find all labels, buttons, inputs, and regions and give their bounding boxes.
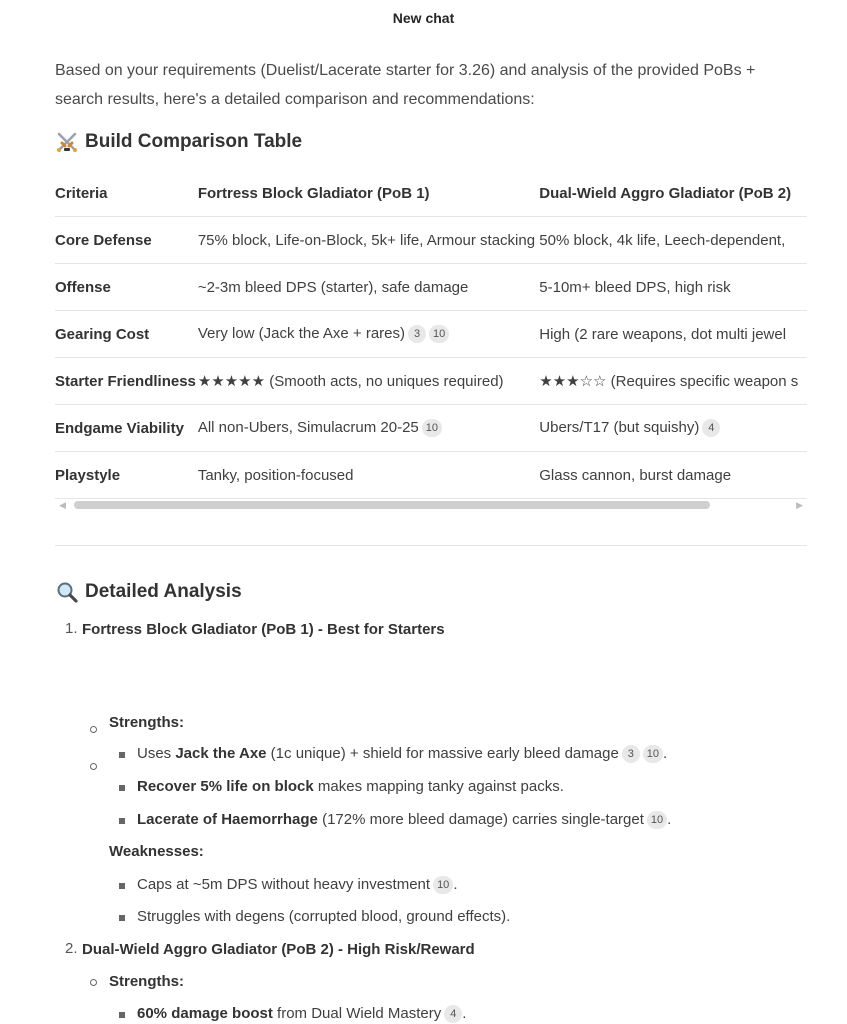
comparison-table [55,170,807,499]
table-cell: High (2 rare weapons, dot multi jewel [539,311,807,358]
table-cell: Very low (Jack the Axe + rares) 3 10 [198,311,539,358]
table-cell: ~2-3m bleed DPS (starter), safe damage [198,264,539,311]
list-item: Dual-Wield Aggro Gladiator (PoB 2) - High Risk/Reward [82,941,475,958]
list-item: 60% damage boost from Dual Wield Mastery 4 . [137,1005,467,1022]
table-cell: 50% block, 4k life, Leech-dependent, [539,217,807,264]
list-item: Recover 5% life on block makes mapping tanky against packs. [137,778,564,795]
criteria-cell: Playstyle [55,452,198,499]
list-number: 1. [65,620,78,637]
crossed-swords-icon [55,130,79,154]
table-cell: Tanky, position-focused [198,452,539,499]
list-item: Struggles with degens (corrupted blood, ground effects). [137,908,511,925]
table-cell: 5-10m+ bleed DPS, high risk [539,264,807,311]
comparison-table-scroll[interactable] [55,170,807,516]
bullet-circle [90,763,97,770]
scroll-right-icon[interactable]: ▶ [796,500,803,510]
criteria-cell: Starter Friendliness [55,358,198,405]
table-cell: ★★★☆☆ (Requires specific weapon s [539,358,807,405]
bullet-square [119,1012,125,1018]
citation-badge[interactable]: 3 [622,745,640,763]
list-item: Caps at ~5m DPS without heavy investment 10 . [137,876,458,893]
citation-badge[interactable]: 4 [444,1005,462,1023]
bullet-circle [90,726,97,733]
criteria-cell: Endgame Viability [55,405,198,452]
table-cell: Ubers/T17 (but squishy) 4 [539,405,807,452]
table-row [55,405,807,452]
citation-badge[interactable]: 10 [643,745,663,763]
table-row [55,217,807,264]
list-item: Weaknesses: [109,843,204,860]
table-cell: Glass cannon, burst damage [539,452,807,499]
top-bar [0,0,847,36]
magnifier-icon [55,580,79,604]
bullet-square [119,752,125,758]
table-cell: All non-Ubers, Simulacrum 20-25 10 [198,405,539,452]
section-title: Build Comparison Table [85,131,303,152]
horizontal-scrollbar[interactable] [55,498,807,512]
list-item: Uses Jack the Axe (1c unique) + shield for massive early bleed damage 3 10 . [137,745,668,762]
citation-badge[interactable]: 10 [429,325,449,343]
list-item: Fortress Block Gladiator (PoB 1) - Best for Starters [82,621,445,638]
criteria-cell: Core Defense [55,217,198,264]
chat-title: New chat [392,10,455,26]
table-row [55,452,807,499]
column-header: Criteria [55,170,198,217]
chat-message [55,56,807,1022]
bullet-square [119,785,125,791]
criteria-cell: Gearing Cost [55,311,198,358]
table-row [55,264,807,311]
scroll-left-icon[interactable]: ◀ [59,500,66,510]
citation-badge[interactable]: 10 [647,811,667,829]
intro-paragraph: Based on your requirements (Duelist/Lacerate starter for 3.26) and analysis of the provided PoBs + search results, here's a detailed comparison and recommendations: [55,62,756,108]
list-item: Lacerate of Haemorrhage (172% more bleed damage) carries single-target 10 . [137,811,672,828]
table-row [55,358,807,405]
bullet-square [119,818,125,824]
divider [55,545,807,546]
column-header: Dual-Wield Aggro Gladiator (PoB 2) [539,170,807,217]
table-cell: ★★★★★ (Smooth acts, no uniques required) [198,358,539,405]
table-header-row [55,170,807,217]
table-cell: 75% block, Life-on-Block, 5k+ life, Armour stacking [198,217,539,264]
citation-badge[interactable]: 10 [433,876,453,894]
column-header: Fortress Block Gladiator (PoB 1) [198,170,539,217]
list-item: Strengths: [109,714,184,731]
section-heading-analysis [55,580,242,604]
section-heading-comparison [55,130,302,154]
section-title: Detailed Analysis [85,581,242,602]
bullet-square [119,915,125,921]
citation-badge[interactable]: 4 [702,419,720,437]
scrollbar-thumb[interactable] [74,501,710,509]
citation-badge[interactable]: 3 [408,325,426,343]
list-number: 2. [65,940,78,957]
list-item: Strengths: [109,973,184,990]
bullet-circle [90,979,97,986]
table-row [55,311,807,358]
criteria-cell: Offense [55,264,198,311]
bullet-square [119,883,125,889]
citation-badge[interactable]: 10 [422,419,442,437]
